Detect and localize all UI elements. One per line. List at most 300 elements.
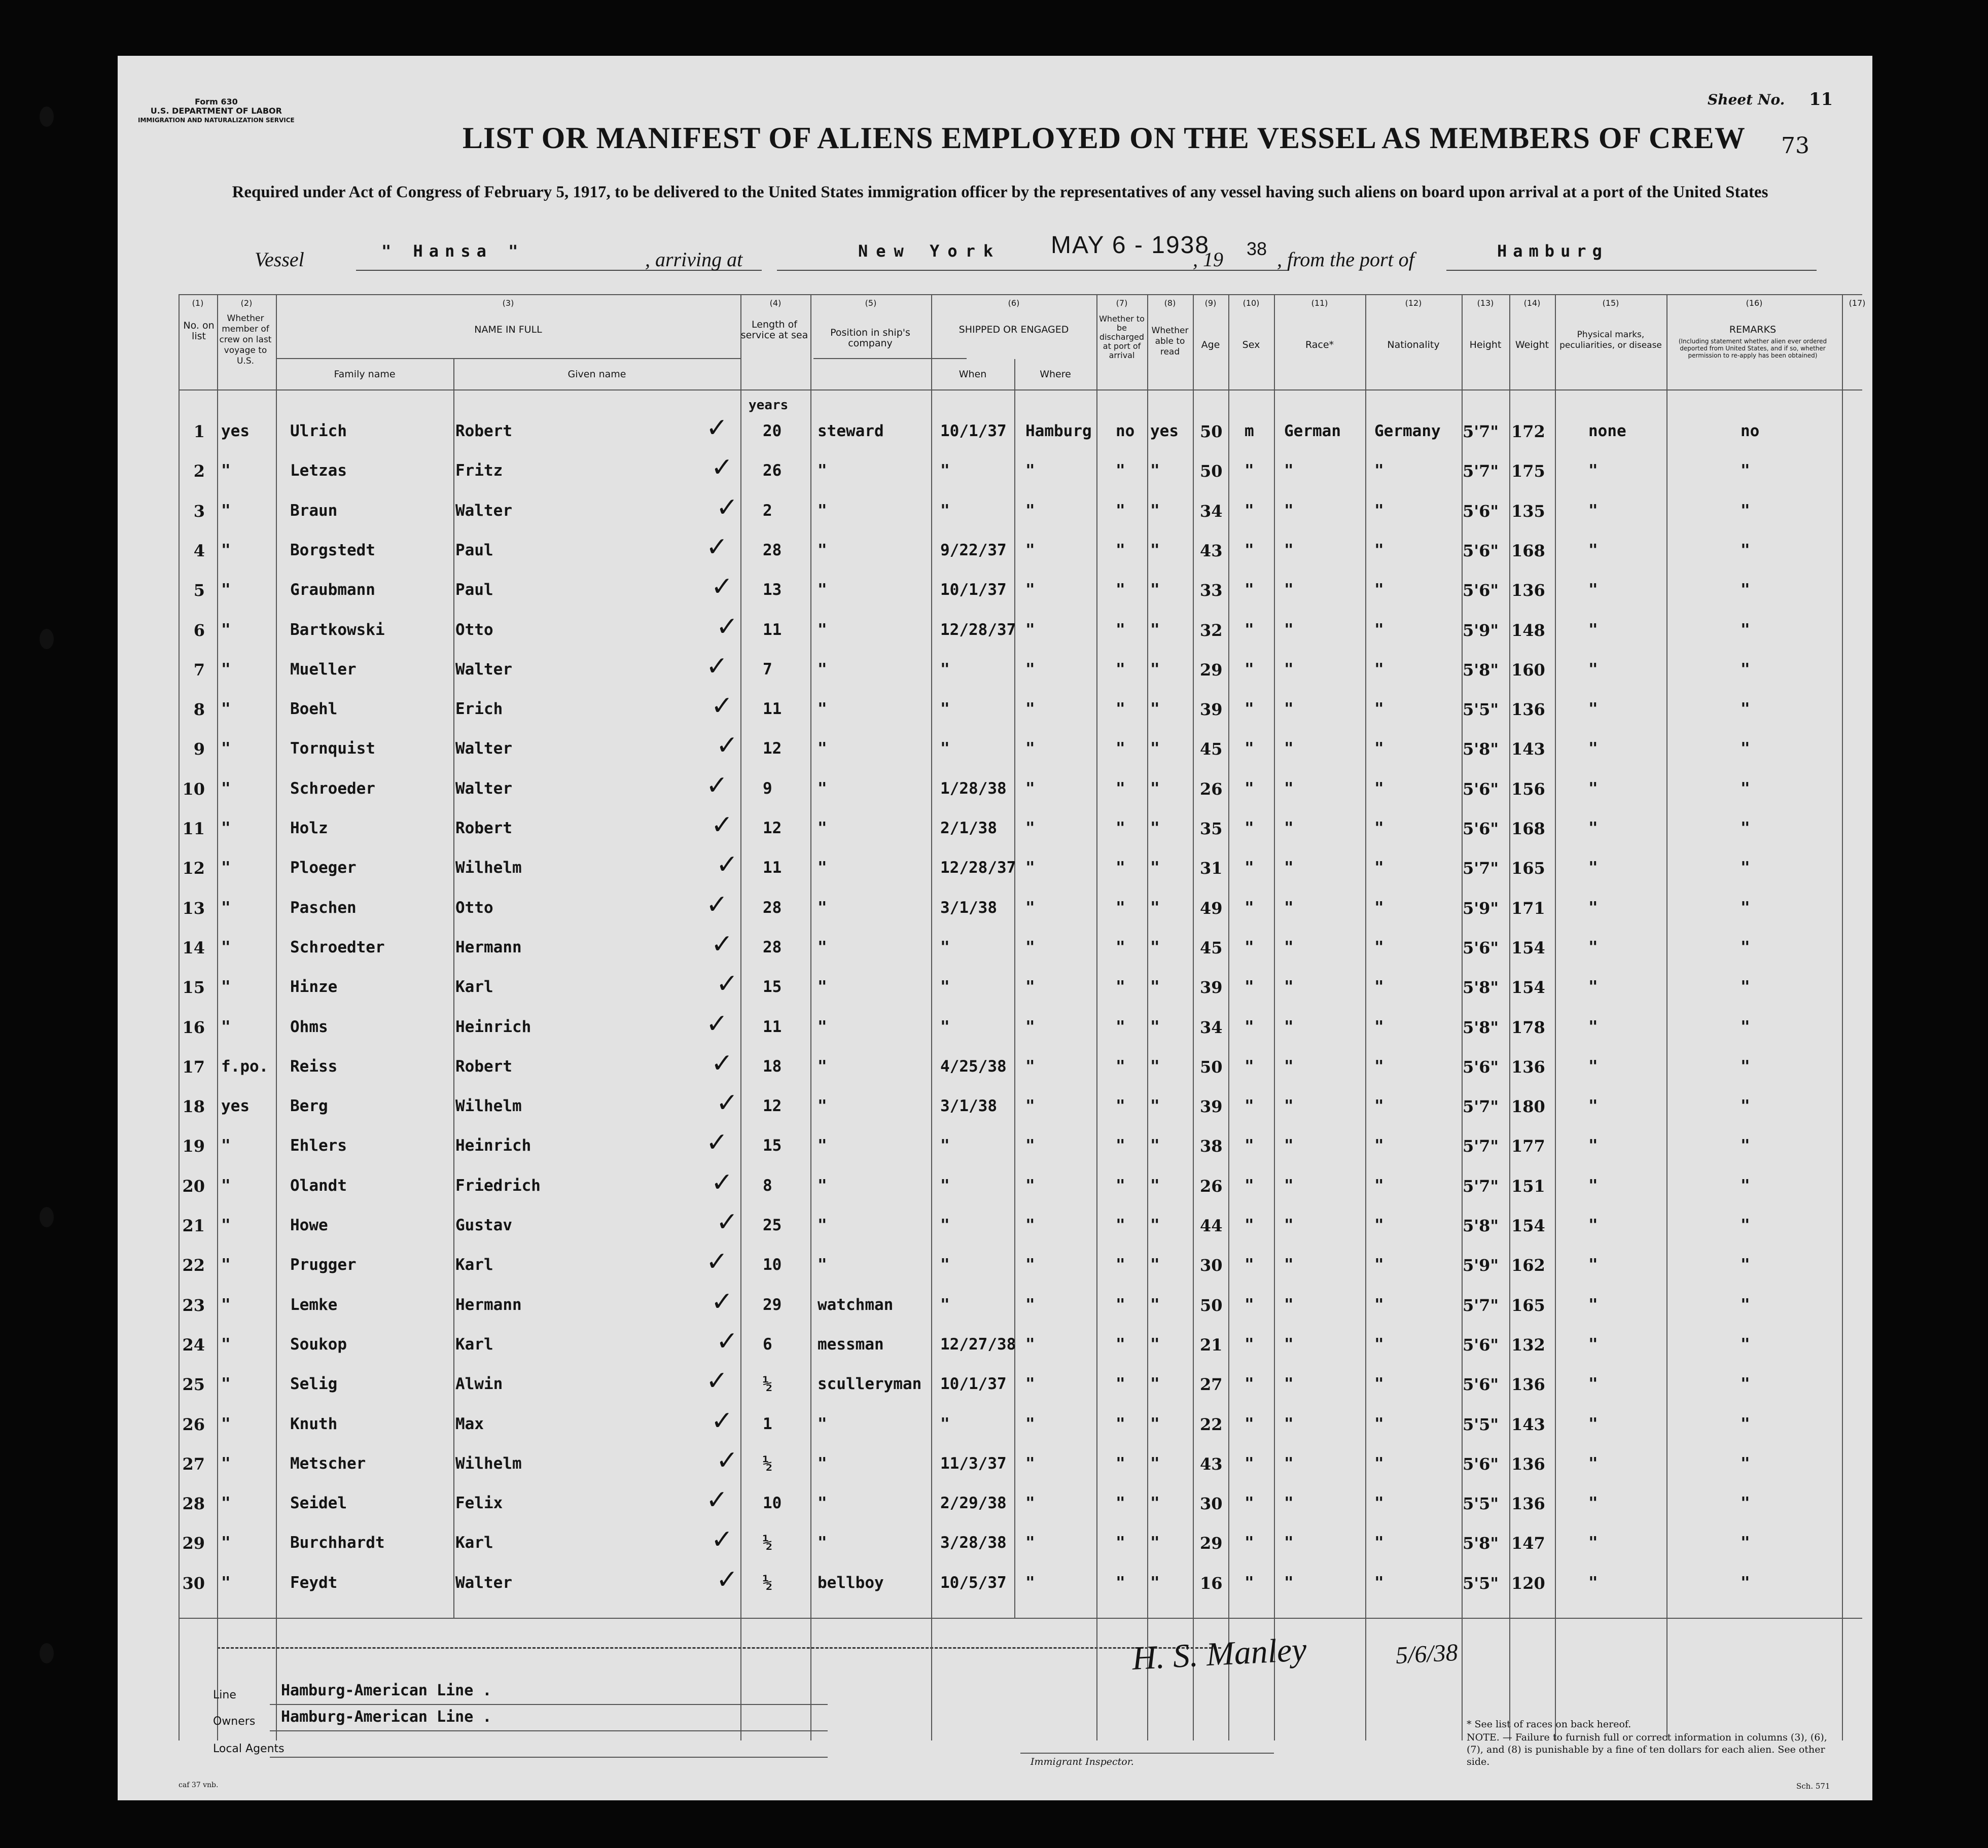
physical-cell: ": [1588, 461, 1598, 480]
end-of-list-rule: [217, 1647, 1221, 1649]
member-cell: f.po.: [221, 1057, 269, 1076]
header-no-on-list: No. on list: [183, 320, 215, 342]
vessel-label: Vessel: [255, 248, 304, 271]
height-cell: 5'6": [1463, 1454, 1499, 1474]
able-read-cell: ": [1150, 779, 1160, 798]
race-cell: ": [1284, 1256, 1294, 1274]
able-read-cell: ": [1150, 1136, 1160, 1155]
column-number: (10): [1242, 298, 1260, 308]
able-read-cell: ": [1150, 1017, 1160, 1036]
discharged-cell: ": [1116, 978, 1125, 997]
checkmark-icon: ✓: [716, 1564, 738, 1595]
sex-cell: ": [1245, 660, 1254, 679]
where-cell: ": [1025, 581, 1035, 599]
race-cell: ": [1284, 779, 1294, 798]
given-name-cell: Paul: [455, 581, 493, 599]
header-race: Race*: [1305, 339, 1334, 350]
member-cell: ": [221, 1136, 231, 1155]
length-service-cell: 9: [763, 779, 772, 798]
age-cell: 29: [1200, 660, 1223, 680]
age-cell: 21: [1200, 1335, 1223, 1355]
remarks-cell: ": [1741, 1335, 1750, 1354]
physical-cell: ": [1588, 898, 1598, 917]
sex-cell: ": [1245, 819, 1254, 837]
when-cell: ": [940, 978, 950, 997]
age-cell: 34: [1200, 1017, 1223, 1037]
checkmark-icon: ✓: [711, 1405, 733, 1436]
family-name-cell: Graubmann: [290, 581, 375, 599]
able-read-cell: ": [1150, 739, 1160, 758]
physical-cell: ": [1588, 1335, 1598, 1354]
weight-cell: 154: [1511, 978, 1545, 998]
position-cell: ": [818, 898, 827, 917]
family-name-cell: Metscher: [290, 1454, 366, 1473]
table-row: [118, 570, 1872, 609]
table-row: [118, 1165, 1872, 1205]
header-sex: Sex: [1242, 339, 1260, 350]
when-cell: 10/1/37: [940, 422, 1007, 440]
member-cell: ": [221, 1534, 231, 1552]
length-service-cell: 1: [763, 1414, 772, 1433]
nationality-cell: ": [1374, 1573, 1384, 1592]
family-name-cell: Seidel: [290, 1494, 347, 1513]
position-cell: ": [818, 1454, 827, 1473]
physical-cell: ": [1588, 620, 1598, 639]
year-value: 38: [1247, 238, 1267, 259]
age-cell: 16: [1200, 1573, 1223, 1593]
race-cell: ": [1284, 1097, 1294, 1116]
remarks-cell: ": [1741, 859, 1750, 877]
able-read-cell: ": [1150, 819, 1160, 837]
departure-port: Hamburg: [1497, 241, 1608, 261]
header-physical: Physical marks, peculiarities, or disease: [1559, 330, 1662, 350]
checkmark-icon: ✓: [706, 1247, 728, 1277]
service-name: IMMIGRATION AND NATURALIZATION SERVICE: [138, 117, 295, 124]
given-name-cell: Otto: [455, 620, 493, 639]
discharged-cell: ": [1116, 700, 1125, 719]
discharged-cell: ": [1116, 501, 1125, 520]
table-row: [118, 847, 1872, 887]
length-service-cell: 28: [763, 541, 782, 559]
remarks-cell: ": [1741, 501, 1750, 520]
sex-cell: ": [1245, 1454, 1254, 1473]
family-name-cell: Lemke: [290, 1295, 338, 1314]
where-cell: ": [1025, 501, 1035, 520]
race-cell: German: [1284, 422, 1341, 440]
header-name-in-full: NAME IN FULL: [474, 324, 542, 335]
member-cell: ": [221, 978, 231, 997]
able-read-cell: ": [1150, 660, 1160, 679]
when-cell: ": [940, 1216, 950, 1234]
manifest-sheet: [118, 56, 1872, 1800]
member-cell: yes: [221, 1097, 250, 1116]
where-cell: ": [1025, 541, 1035, 559]
able-read-cell: ": [1150, 938, 1160, 956]
nationality-cell: ": [1374, 1017, 1384, 1036]
remarks-cell: ": [1741, 620, 1750, 639]
nationality-cell: ": [1374, 541, 1384, 559]
given-name-cell: Walter: [455, 660, 512, 679]
family-name-cell: Knuth: [290, 1414, 338, 1433]
given-name-cell: Walter: [455, 739, 512, 758]
table-row: [118, 1404, 1872, 1443]
remarks-cell: ": [1741, 700, 1750, 719]
position-cell: ": [818, 1017, 827, 1036]
member-cell: ": [221, 541, 231, 559]
row-number: 30: [182, 1573, 205, 1593]
length-service-cell: 20: [763, 422, 782, 440]
remarks-cell: no: [1741, 422, 1760, 440]
physical-cell: ": [1588, 1414, 1598, 1433]
able-read-cell: ": [1150, 461, 1160, 480]
physical-cell: ": [1588, 1136, 1598, 1155]
where-cell: ": [1025, 1494, 1035, 1513]
able-read-cell: ": [1150, 1057, 1160, 1076]
given-name-cell: Fritz: [455, 461, 503, 480]
race-cell: ": [1284, 501, 1294, 520]
sex-cell: ": [1245, 1335, 1254, 1354]
able-read-cell: ": [1150, 501, 1160, 520]
checkmark-icon: ✓: [711, 452, 733, 483]
age-cell: 26: [1200, 779, 1223, 799]
table-row: [118, 1562, 1872, 1602]
sex-cell: ": [1245, 1057, 1254, 1076]
where-cell: ": [1025, 660, 1035, 679]
table-row: [118, 649, 1872, 689]
member-cell: ": [221, 739, 231, 758]
physical-cell: none: [1588, 422, 1626, 440]
line-value: Hamburg-American Line .: [281, 1682, 492, 1699]
height-cell: 5'7": [1463, 859, 1499, 878]
member-cell: ": [221, 1216, 231, 1234]
year-label: , 19: [1193, 248, 1223, 271]
height-cell: 5'6": [1463, 1057, 1499, 1077]
checkmark-icon: ✓: [711, 572, 733, 602]
discharged-cell: ": [1116, 1256, 1125, 1274]
age-cell: 39: [1200, 1097, 1223, 1117]
remarks-cell: ": [1741, 1176, 1750, 1195]
able-read-cell: ": [1150, 978, 1160, 997]
family-name-cell: Ploeger: [290, 859, 357, 877]
discharged-cell: ": [1116, 1454, 1125, 1473]
nationality-cell: ": [1374, 1057, 1384, 1076]
where-cell: ": [1025, 819, 1035, 837]
table-row: [118, 1245, 1872, 1284]
nationality-cell: ": [1374, 581, 1384, 599]
height-cell: 5'5": [1463, 700, 1499, 720]
given-name-cell: Otto: [455, 898, 493, 917]
fine-note: NOTE. — Failure to furnish full or correct information in columns (3), (6), (7), and (8) is punishable by a fine of ten dollars for each alien. See other side.: [1467, 1732, 1827, 1767]
position-cell: watchman: [818, 1295, 894, 1314]
physical-cell: ": [1588, 1375, 1598, 1394]
given-name-cell: Heinrich: [455, 1017, 531, 1036]
age-cell: 50: [1200, 1295, 1223, 1315]
position-cell: ": [818, 581, 827, 599]
given-name-cell: Robert: [455, 422, 512, 440]
weight-cell: 136: [1511, 581, 1545, 600]
age-cell: 35: [1200, 819, 1223, 838]
discharged-cell: ": [1116, 660, 1125, 679]
when-cell: ": [940, 739, 950, 758]
weight-cell: 136: [1511, 1454, 1545, 1474]
table-row: [118, 887, 1872, 927]
checkmark-icon: ✓: [706, 651, 728, 682]
table-row: [118, 490, 1872, 530]
physical-cell: ": [1588, 1295, 1598, 1314]
nationality-cell: ": [1374, 779, 1384, 798]
checkmark-icon: ✓: [706, 531, 728, 562]
position-cell: ": [818, 1176, 827, 1195]
height-cell: 5'8": [1463, 660, 1499, 680]
when-cell: 11/3/37: [940, 1454, 1007, 1473]
weight-cell: 120: [1511, 1573, 1545, 1593]
race-cell: ": [1284, 938, 1294, 956]
length-service-cell: 7: [763, 660, 772, 679]
race-cell: ": [1284, 581, 1294, 599]
family-name-cell: Bartkowski: [290, 620, 385, 639]
able-read-cell: ": [1150, 1414, 1160, 1433]
where-cell: ": [1025, 620, 1035, 639]
where-cell: ": [1025, 1017, 1035, 1036]
member-cell: ": [221, 620, 231, 639]
checkmark-icon: ✓: [716, 611, 738, 642]
family-name-cell: Howe: [290, 1216, 328, 1234]
column-number: (15): [1602, 298, 1619, 308]
table-row: [118, 610, 1872, 649]
nationality-cell: ": [1374, 739, 1384, 758]
checkmark-icon: ✓: [716, 849, 738, 880]
able-read-cell: ": [1150, 1097, 1160, 1116]
binder-hole: [40, 1207, 54, 1227]
table-row: [118, 530, 1872, 570]
race-cell: ": [1284, 1414, 1294, 1433]
position-cell: ": [818, 461, 827, 480]
table-row: [118, 1086, 1872, 1125]
physical-cell: ": [1588, 1494, 1598, 1513]
checkmark-icon: ✓: [711, 1167, 733, 1198]
row-number: 3: [193, 501, 205, 521]
height-cell: 5'6": [1463, 1335, 1499, 1355]
physical-cell: ": [1588, 1216, 1598, 1234]
sex-cell: ": [1245, 541, 1254, 559]
family-name-cell: Feydt: [290, 1573, 338, 1592]
table-row: [118, 808, 1872, 847]
height-cell: 5'6": [1463, 938, 1499, 957]
row-number: 28: [182, 1494, 205, 1514]
weight-cell: 162: [1511, 1256, 1545, 1275]
height-cell: 5'8": [1463, 1017, 1499, 1037]
weight-cell: 154: [1511, 938, 1545, 957]
when-cell: 12/28/37: [940, 859, 1016, 877]
weight-cell: 178: [1511, 1017, 1545, 1037]
column-number: (2): [240, 298, 253, 308]
remarks-cell: ": [1741, 1534, 1750, 1552]
sex-cell: ": [1245, 1216, 1254, 1234]
race-cell: ": [1284, 620, 1294, 639]
row-number: 13: [182, 898, 205, 918]
header-height: Height: [1469, 339, 1502, 350]
able-read-cell: ": [1150, 1256, 1160, 1274]
header-length-service: Length of service at sea: [740, 319, 808, 341]
physical-cell: ": [1588, 859, 1598, 877]
given-name-cell: Wilhelm: [455, 859, 522, 877]
row-number: 12: [182, 859, 205, 878]
able-read-cell: ": [1150, 581, 1160, 599]
weight-cell: 135: [1511, 501, 1545, 521]
when-cell: 10/5/37: [940, 1573, 1007, 1592]
weight-cell: 160: [1511, 660, 1545, 680]
checkmark-icon: ✓: [706, 1485, 728, 1516]
column-number: (6): [1008, 298, 1020, 308]
form-identifier: [138, 97, 295, 125]
given-name-cell: Wilhelm: [455, 1454, 522, 1473]
length-service-cell: ½: [763, 1454, 772, 1473]
member-cell: ": [221, 1375, 231, 1394]
nationality-cell: ": [1374, 1534, 1384, 1552]
race-cell: ": [1284, 1057, 1294, 1076]
header-whether-member: Whether member of crew on last voyage to U.S.: [219, 313, 272, 366]
table-row: [118, 967, 1872, 1006]
member-cell: ": [221, 1494, 231, 1513]
remarks-cell: ": [1741, 1454, 1750, 1473]
age-cell: 27: [1200, 1375, 1223, 1395]
sex-cell: ": [1245, 1136, 1254, 1155]
position-cell: ": [818, 1097, 827, 1116]
position-cell: ": [818, 1414, 827, 1433]
given-name-cell: Robert: [455, 1057, 512, 1076]
header-family-name: Family name: [334, 369, 396, 380]
where-cell: ": [1025, 938, 1035, 956]
length-service-cell: 15: [763, 978, 782, 997]
age-cell: 34: [1200, 501, 1223, 521]
table-top-rule: [179, 294, 1862, 295]
discharged-cell: ": [1116, 1375, 1125, 1394]
row-number: 29: [182, 1534, 205, 1553]
where-cell: ": [1025, 1414, 1035, 1433]
race-cell: ": [1284, 739, 1294, 758]
row-number: 15: [182, 978, 205, 998]
race-cell: ": [1284, 898, 1294, 917]
when-cell: 9/22/37: [940, 541, 1007, 559]
length-service-cell: 11: [763, 700, 782, 719]
discharged-cell: ": [1116, 739, 1125, 758]
weight-cell: 165: [1511, 859, 1545, 878]
given-name-cell: Hermann: [455, 938, 522, 956]
sex-cell: ": [1245, 1256, 1254, 1274]
member-cell: ": [221, 859, 231, 877]
race-cell: ": [1284, 700, 1294, 719]
length-service-cell: ½: [763, 1375, 772, 1394]
length-service-cell: 28: [763, 938, 782, 956]
when-cell: 1/28/38: [940, 779, 1007, 798]
height-cell: 5'5": [1463, 1414, 1499, 1434]
sex-cell: ": [1245, 1573, 1254, 1592]
column-number: (13): [1477, 298, 1494, 308]
length-service-cell: 12: [763, 1097, 782, 1116]
checkmark-icon: ✓: [711, 810, 733, 840]
length-service-cell: 11: [763, 1017, 782, 1036]
age-cell: 44: [1200, 1216, 1223, 1235]
family-name-cell: Burchhardt: [290, 1534, 385, 1552]
header-bottom-rule: [179, 389, 1862, 390]
header-where: Where: [1040, 369, 1071, 380]
weight-cell: 148: [1511, 620, 1545, 640]
weight-cell: 171: [1511, 898, 1545, 918]
position-cell: ": [818, 501, 827, 520]
where-cell: ": [1025, 1375, 1035, 1394]
inspector-label: Immigrant Inspector.: [1031, 1756, 1134, 1767]
sex-cell: ": [1245, 581, 1254, 599]
physical-cell: ": [1588, 541, 1598, 559]
height-cell: 5'9": [1463, 898, 1499, 918]
line-underline: [270, 1704, 828, 1705]
discharged-cell: ": [1116, 898, 1125, 917]
member-cell: ": [221, 898, 231, 917]
physical-cell: ": [1588, 660, 1598, 679]
able-read-cell: ": [1150, 1176, 1160, 1195]
discharged-cell: ": [1116, 1216, 1125, 1234]
remarks-cell: ": [1741, 739, 1750, 758]
nationality-cell: ": [1374, 1414, 1384, 1433]
weight-cell: 143: [1511, 1414, 1545, 1434]
nationality-cell: ": [1374, 1335, 1384, 1354]
where-cell: ": [1025, 700, 1035, 719]
race-cell: ": [1284, 978, 1294, 997]
discharged-cell: ": [1116, 1335, 1125, 1354]
remarks-cell: ": [1741, 1256, 1750, 1274]
nationality-cell: ": [1374, 1454, 1384, 1473]
length-service-cell: 26: [763, 461, 782, 480]
where-cell: ": [1025, 1295, 1035, 1314]
row-number: 21: [182, 1216, 205, 1235]
when-cell: ": [940, 660, 950, 679]
column-number: (4): [769, 298, 782, 308]
member-cell: ": [221, 1454, 231, 1473]
discharged-cell: no: [1116, 422, 1135, 440]
height-cell: 5'7": [1463, 461, 1499, 481]
sex-cell: ": [1245, 1017, 1254, 1036]
row-number: 7: [193, 660, 205, 680]
height-cell: 5'8": [1463, 739, 1499, 759]
row-number: 9: [193, 739, 205, 759]
row-number: 27: [182, 1454, 205, 1474]
when-cell: 3/1/38: [940, 1097, 997, 1116]
vessel-name: " Hansa ": [381, 241, 524, 261]
when-cell: ": [940, 501, 950, 520]
sex-cell: ": [1245, 1494, 1254, 1513]
nationality-cell: ": [1374, 859, 1384, 877]
given-name-cell: Walter: [455, 1573, 512, 1592]
race-cell: ": [1284, 1017, 1294, 1036]
header-remarks-note: (Including statement whether alien ever ordered deported from United States, and if so, whether permission to re-apply has been obtained): [1678, 338, 1827, 359]
age-cell: 22: [1200, 1414, 1223, 1434]
height-cell: 5'6": [1463, 581, 1499, 600]
race-cell: ": [1284, 819, 1294, 837]
header-when: When: [958, 369, 987, 380]
given-name-cell: Gustav: [455, 1216, 512, 1234]
when-cell: ": [940, 1295, 950, 1314]
when-cell: 12/28/37: [940, 620, 1016, 639]
age-cell: 49: [1200, 898, 1223, 918]
age-cell: 29: [1200, 1534, 1223, 1553]
table-row: [118, 689, 1872, 728]
header-age: Age: [1201, 339, 1220, 350]
arriving-label: , arriving at: [645, 248, 743, 271]
where-cell: ": [1025, 1335, 1035, 1354]
physical-cell: ": [1588, 1454, 1598, 1473]
row-number: 6: [193, 620, 205, 640]
member-cell: ": [221, 461, 231, 480]
